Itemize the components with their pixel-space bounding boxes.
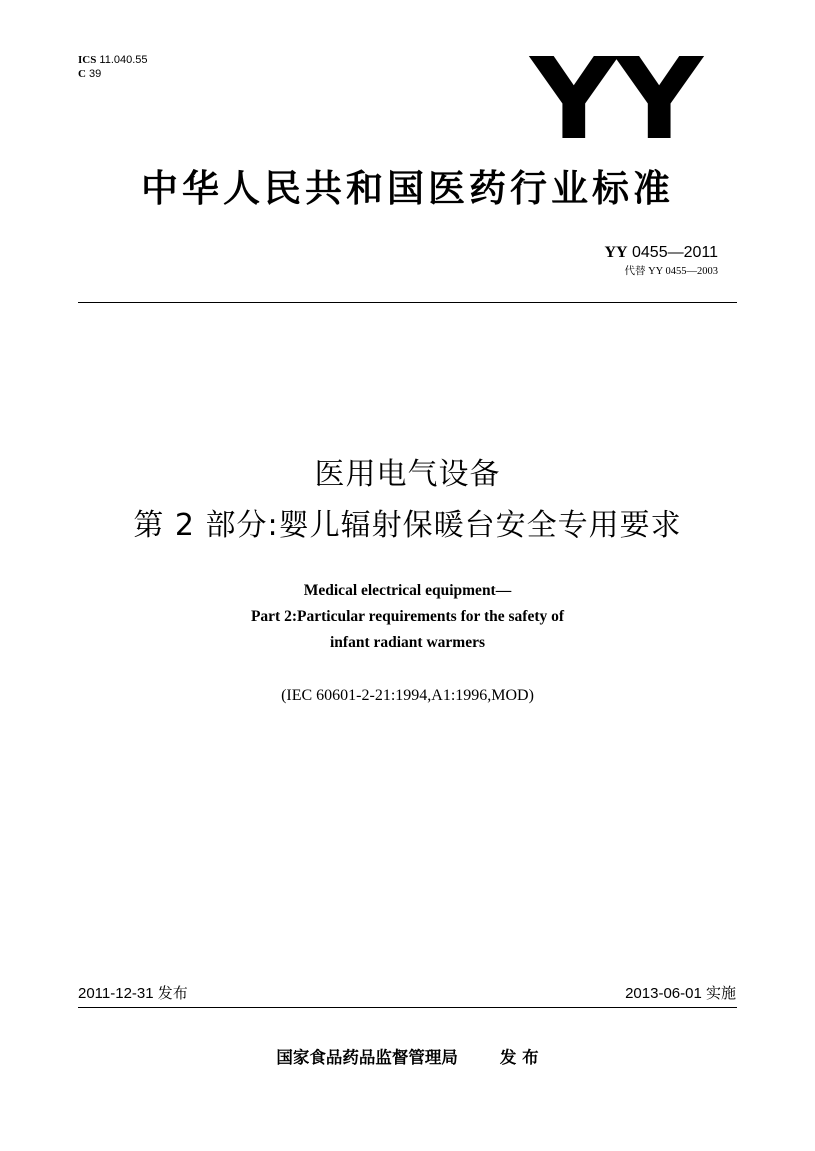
standard-code: 0455—2011	[632, 244, 718, 261]
iec-reference: (IEC 60601-2-21:1994,A1:1996,MOD)	[281, 687, 534, 704]
classification-block	[78, 53, 148, 81]
standard-prefix: YY	[604, 244, 628, 261]
issue-date: 2011-12-31 发布	[78, 985, 188, 1002]
publisher-line	[0, 1046, 815, 1070]
replaces-note: 代替 YY 0455—2003	[624, 266, 718, 277]
title-en-line2: Part 2:Particular requirements for the safety of	[250, 608, 565, 625]
ics-line	[78, 53, 148, 67]
yy-logo: YY	[530, 35, 701, 165]
ics-label: ICS	[78, 54, 97, 66]
implementation-date: 2013-06-01 实施	[625, 985, 736, 1002]
title-en-line3: infant radiant warmers	[330, 634, 485, 651]
ics-code: 11.040.55	[99, 54, 148, 66]
publisher-name: 国家食品药品监督管理局	[276, 1048, 458, 1067]
title-en-line1: Medical electrical equipment—	[303, 582, 512, 599]
ccs-line	[78, 67, 148, 81]
title-cn-line1: 医用电气设备	[314, 457, 501, 492]
publisher-action: 发 布	[499, 1048, 539, 1067]
footer-divider	[78, 1007, 737, 1008]
ccs-label: C	[78, 68, 86, 80]
header-divider	[78, 302, 737, 303]
standard-number	[604, 244, 718, 262]
title-cn-line2: 第 2 部分:婴儿辐射保暖台安全专用要求	[133, 508, 682, 543]
ccs-code: 39	[89, 68, 102, 80]
industry-standard-title: 中华人民共和国医药行业标准	[141, 167, 674, 210]
